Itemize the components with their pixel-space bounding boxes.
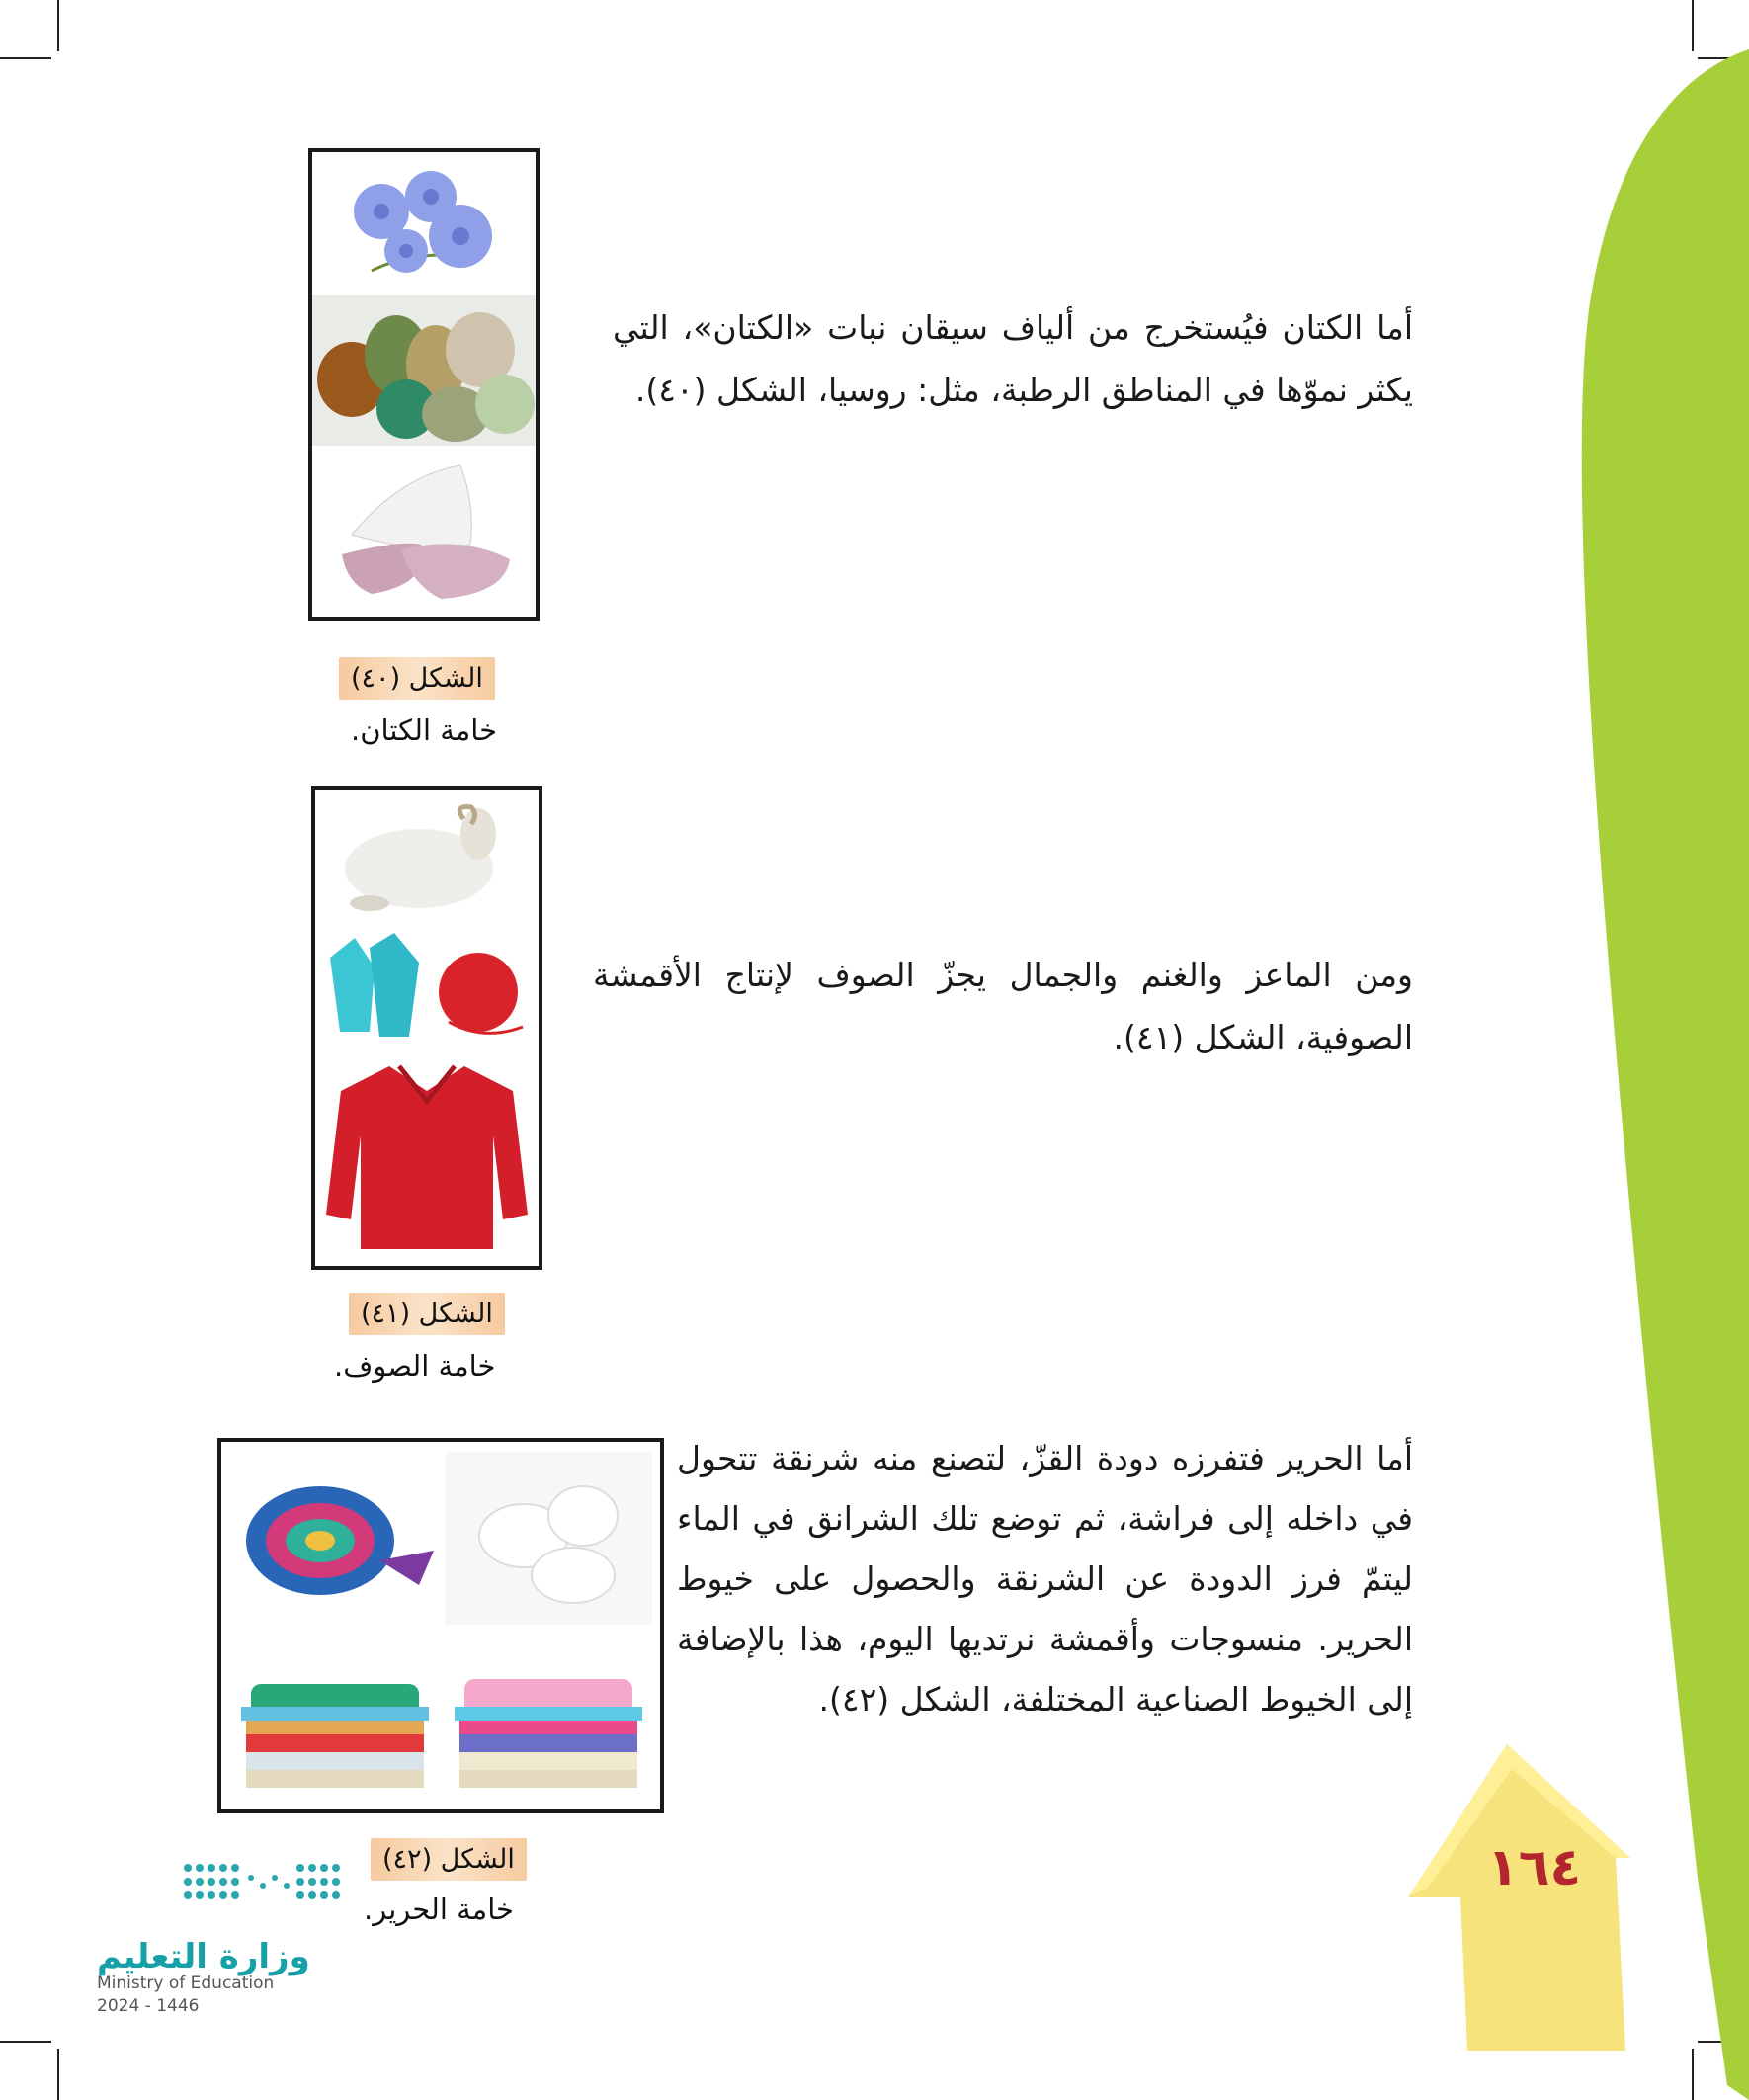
page-number-house [1403,1739,1640,2056]
ministry-logo-dots-icon [178,1858,351,1912]
paragraph-wool: ومن الماعز والغنم والجمال يجزّ الصوف لإنتاج الأقمشة الصوفية، الشكل (٤١). [593,956,1413,1056]
crop-mark [57,0,59,51]
sheep-image [315,790,539,928]
figure-41-image-box [311,786,542,1270]
paragraph-silk: أما الحرير فتفرزه دودة القزّ، لتصنع منه شرنقة تتحول في داخله إلى فراشة، ثم توضع تلك الشرانق في الماء ليتمّ فرز الدودة عن الشرنقة والحصول على خيوط الحرير. منسوجات وأقمشة نرتديها اليوم، هذا بالإضافة إلى الخيوط الصناعية المختلفة، الشكل (٤٢). [677,1439,1413,1719]
crop-mark [0,2041,51,2043]
flax-flowers-image [312,152,536,295]
silk-fabric-pink-image [445,1630,652,1803]
ministry-name-english: Ministry of Education [97,1974,275,1993]
figure-41-title: خامة الصوف. [334,1349,496,1383]
linen-yarn-image [312,295,536,446]
silk-fabric-green-image [231,1630,439,1803]
ministry-year: 2024 - 1446 [97,1996,200,2016]
crop-mark [0,57,51,59]
silk-cocoons-image [445,1452,652,1625]
page-number: ١٦٤ [1487,1838,1582,1897]
figure-42-image-box [217,1438,664,1813]
gloves-yarn-image [315,928,539,1047]
figure-41-label: الشكل (٤١) [349,1293,505,1335]
paragraph-linen: أما الكتان فيُستخرج من ألياف سيقان نبات «الكتان»، التي يكثر نموّها في المناطق الرطبة، مثل: روسيا، الشكل (٤٠). [613,308,1413,409]
figure-40-label: الشكل (٤٠) [339,657,495,700]
figure-40-image-box [308,148,540,621]
figure-40-title: خامة الكتان. [351,714,498,747]
crop-mark [57,2049,59,2100]
ministry-name-arabic: وزارة التعليم [97,1937,310,1976]
silk-scarf-image [231,1452,439,1625]
figure-42-title: خامة الحرير. [364,1892,514,1926]
linen-pillows-image [312,446,536,614]
sweater-image [315,1047,539,1266]
figure-42-label: الشكل (٤٢) [371,1838,527,1881]
